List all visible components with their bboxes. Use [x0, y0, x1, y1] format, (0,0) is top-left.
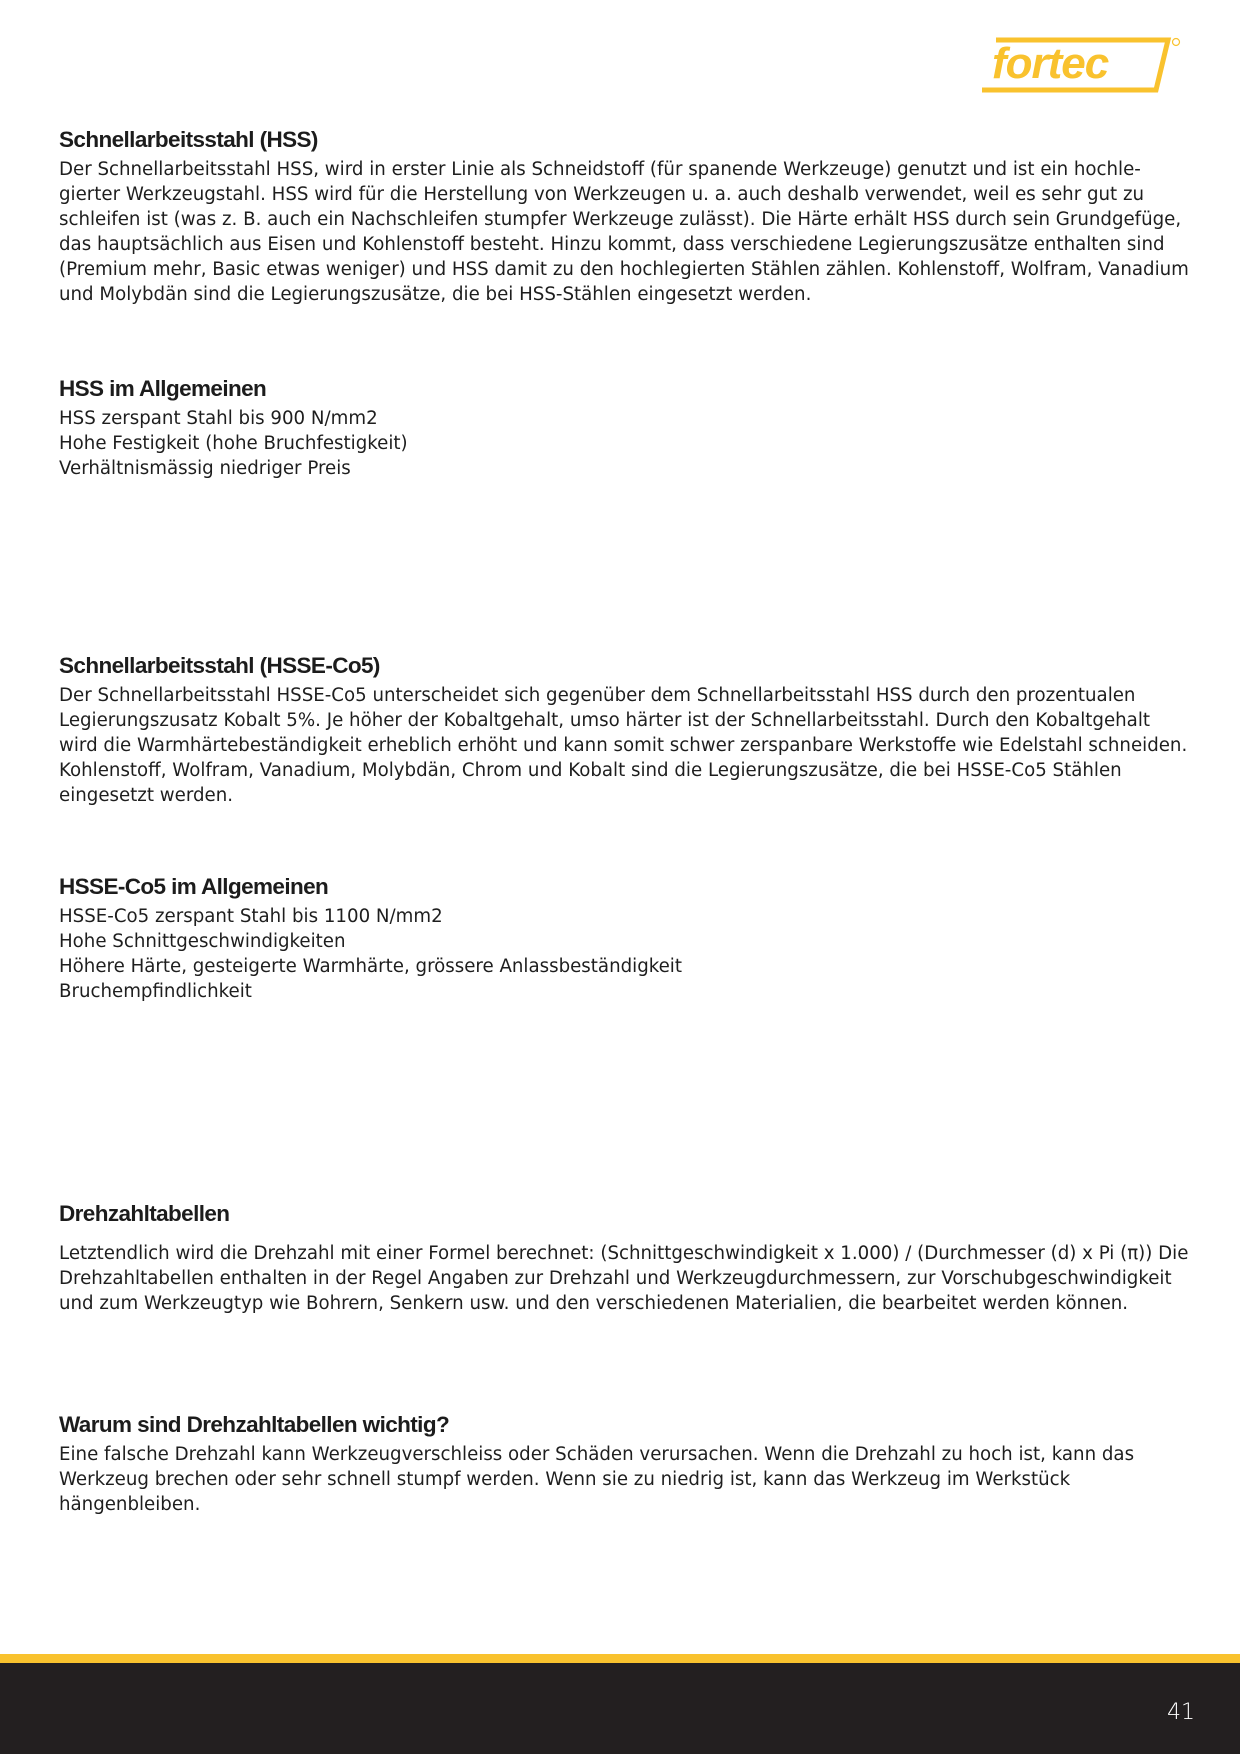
- list-item: HSSE-Co5 zerspant Stahl bis 1100 N/mm2: [59, 906, 443, 927]
- section-heading: HSSE-Co5 im Allgemeinen: [59, 874, 329, 899]
- list-item: Bruchempfindlichkeit: [59, 981, 252, 1002]
- list-item: Verhältnismässig niedriger Preis: [59, 458, 351, 479]
- section-hss-general: [59, 374, 1189, 481]
- section-warum-wichtig: [59, 1410, 1189, 1517]
- section-heading: HSS im Allgemeinen: [59, 376, 267, 401]
- section-heading: Schnellarbeitsstahl (HSSE-Co5): [59, 653, 380, 678]
- list-item: Höhere Härte, gesteigerte Warmhärte, grössere Anlassbeständigkeit: [59, 956, 682, 977]
- section-hsse-co5: [59, 651, 1189, 808]
- section-heading: Schnellarbeitsstahl (HSS): [59, 127, 318, 152]
- footer-accent-stripe: [0, 1654, 1240, 1663]
- section-body: Der Schnellarbeitsstahl HSS, wird in erster Linie als Schneidstoff (für spanende Werkzeuge) genutzt und ist ein hochle-gierter Werkzeugstahl. HSS wird für die Herstellung von Werkzeugen u. a. auch deshalb verwendet, weil es sehr gut zu schleifen ist (was z. B. auch ein Nachschleifen stumpfer Werkzeuge zulässt). Die Härte erhält HSS durch sein Grundgefüge, das hauptsächlich aus Eisen und Kohlenstoff besteht. Hinzu kommt, dass verschiedene Legierungszusätze enthalten sind (Premium mehr, Basic etwas weniger) und HSS damit zu den hochlegierten Stählen zählen. Kohlenstoff, Wolfram, Vanadium und Molybdän sind die Legierungszusätze, die bei HSS-Stählen eingesetzt werden.: [59, 159, 1189, 305]
- section-body: Der Schnellarbeitsstahl HSSE-Co5 unterscheidet sich gegenüber dem Schnellarbeitsstahl HSS durch den prozentualen Legierungszusatz Kobalt 5%. Je höher der Kobaltgehalt, umso härter ist der Schnellarbeitsstahl. Durch den Kobaltgehalt wird die Warmhärtebeständigkeit erheblich erhöht und kann somit schwer zerspanbare Werkstoffe wie Edelstahl schneiden. Kohlenstoff, Wolfram, Vanadium, Molybdän, Chrom und Kobalt sind die Legierungszusätze, die bei HSSE-Co5 Stählen eingesetzt werden.: [59, 685, 1188, 806]
- section-heading: Warum sind Drehzahltabellen wichtig?: [59, 1412, 450, 1437]
- section-heading: Drehzahltabellen: [59, 1201, 230, 1226]
- section-body: Letztendlich wird die Drehzahl mit einer Formel berechnet: (Schnittgeschwindigkeit x 1.000) / (Durchmesser (d) x Pi (π)) Die Drehzahltabellen enthalten in der Regel Angaben zur Drehzahl und Werkzeugdurchmessern, zur Vorschubgeschwindigkeit und zum Werkzeugtyp wie Bohrern, Senkern usw. und den verschiedenen Materialien, die bearbeitet werden können.: [59, 1243, 1189, 1314]
- section-body: Eine falsche Drehzahl kann Werkzeugverschleiss oder Schäden verursachen. Wenn die Drehzahl zu hoch ist, kann das Werkzeug brechen oder sehr schnell stumpf werden. Wenn sie zu niedrig ist, kann das Werkzeug im Werkstück hängenbleiben.: [59, 1444, 1135, 1515]
- logo-text: fortec: [992, 39, 1109, 88]
- list-item: HSS zerspant Stahl bis 900 N/mm2: [59, 408, 378, 429]
- page-number: 41: [1167, 1700, 1195, 1725]
- list-item: Hohe Schnittgeschwindigkeiten: [59, 931, 346, 952]
- section-drehzahltabellen: [59, 1199, 1189, 1316]
- footer-bar: [0, 1663, 1240, 1754]
- section-hss: [59, 125, 1189, 307]
- list-item: Hohe Festigkeit (hohe Bruchfestigkeit): [59, 433, 408, 454]
- section-hsse-co5-general: [59, 872, 1189, 1004]
- fortec-logo: [978, 34, 1184, 96]
